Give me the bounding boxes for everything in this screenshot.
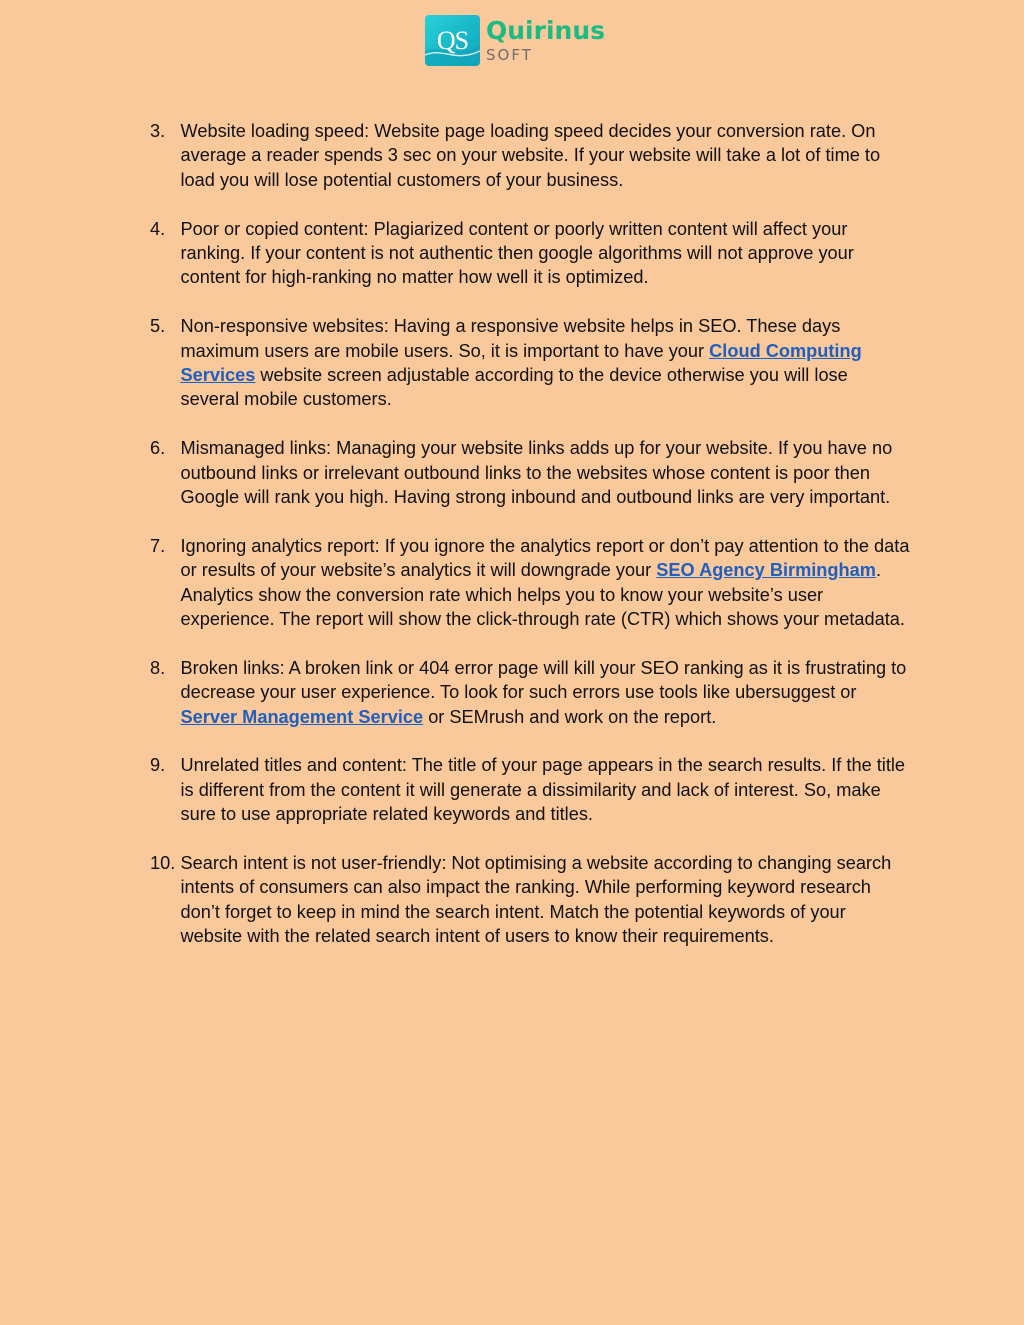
list-item [150, 217, 910, 290]
list-text-after: website screen adjustable according to the device otherwise you will lose several mobile customers. [180, 365, 848, 410]
list-number: 6. [150, 438, 166, 459]
logo-mark [425, 15, 480, 66]
logo-wordmark [486, 18, 605, 63]
brand-sub: SOFT [486, 46, 533, 64]
list-text-after: or SEMrush and work on the report. [423, 706, 717, 727]
list-text: Unrelated titles and content: The title of your page appears in the search results. If the title is different from the content it will generate a dissimilarity and lack of interest. So, make sure to use appropriate related keywords and titles. [180, 755, 906, 825]
brand-logo [425, 15, 605, 66]
server-management-service-link[interactable]: Server Management Service [180, 706, 424, 727]
list-number: 5. [150, 316, 166, 337]
list-number: 3. [150, 121, 166, 141]
list-number: 10. [150, 853, 176, 874]
list-number: 7. [150, 535, 166, 556]
list-text: Website loading speed: Website page loading speed decides your conversion rate. On average a reader spends 3 sec on your website. If your website will take a lot of time to load you will lose potential customers of your business. [180, 121, 881, 190]
seo-agency-birmingham-link[interactable]: SEO Agency Birmingham [656, 560, 876, 581]
cloud-computing-services-link[interactable]: Cloud Computing Services [180, 340, 862, 386]
list-text [181, 534, 911, 632]
logo-mark-text: QS [436, 25, 469, 55]
list-text: Poor or copied content: Plagiarized content or poorly written content will affect your ranking. If your content is not authentic then google algorithms will not approve your content for high-ranking no matter how well it is optimized. [180, 218, 854, 288]
list-number: 8. [150, 657, 166, 678]
list-number: 4. [150, 218, 166, 239]
list-text-before: Ignoring analytics report: If you ignore the analytics report or don’t pay attention to the data or results of your website’s analytics it will downgrade your [180, 535, 910, 581]
list-text: Search intent is not user-friendly: Not optimising a website according to changing search intents of consumers can also impact the ranking. While performing keyword research don’t forget to keep in mind the search intent. Match the potential keywords of your website with the related search intent of users to know their requirements. [180, 853, 892, 947]
list-text-before: Non-responsive websites: Having a responsive website helps in SEO. These days maximum users are mobile users. So, it is important to have your [180, 316, 841, 361]
list-text [181, 314, 911, 412]
list-number: 9. [150, 755, 166, 776]
numbered-list [150, 119, 910, 973]
list-item [150, 534, 910, 632]
list-text-before: Broken links: A broken link or 404 error page will kill your SEO ranking as it is frustrating to decrease your user experience. To look for such errors use tools like ubersuggest or [180, 657, 907, 703]
list-text [181, 656, 911, 729]
brand-name: Quirinus [486, 16, 605, 45]
list-item [150, 656, 910, 729]
list-item [150, 851, 910, 949]
list-text-after: . Analytics show the conversion rate which helps you to know your website’s user experience. The report will show the click-through rate (CTR) which shows your metadata. [180, 560, 905, 630]
list-text: Mismanaged links: Managing your website links adds up for your website. If you have no outbound links or irrelevant outbound links to the websites whose content is poor then Google will rank you high. Having strong inbound and outbound links are very important. [180, 438, 893, 508]
list-item [150, 753, 910, 826]
list-item [150, 119, 910, 192]
list-item [150, 314, 910, 412]
list-item [150, 436, 910, 509]
